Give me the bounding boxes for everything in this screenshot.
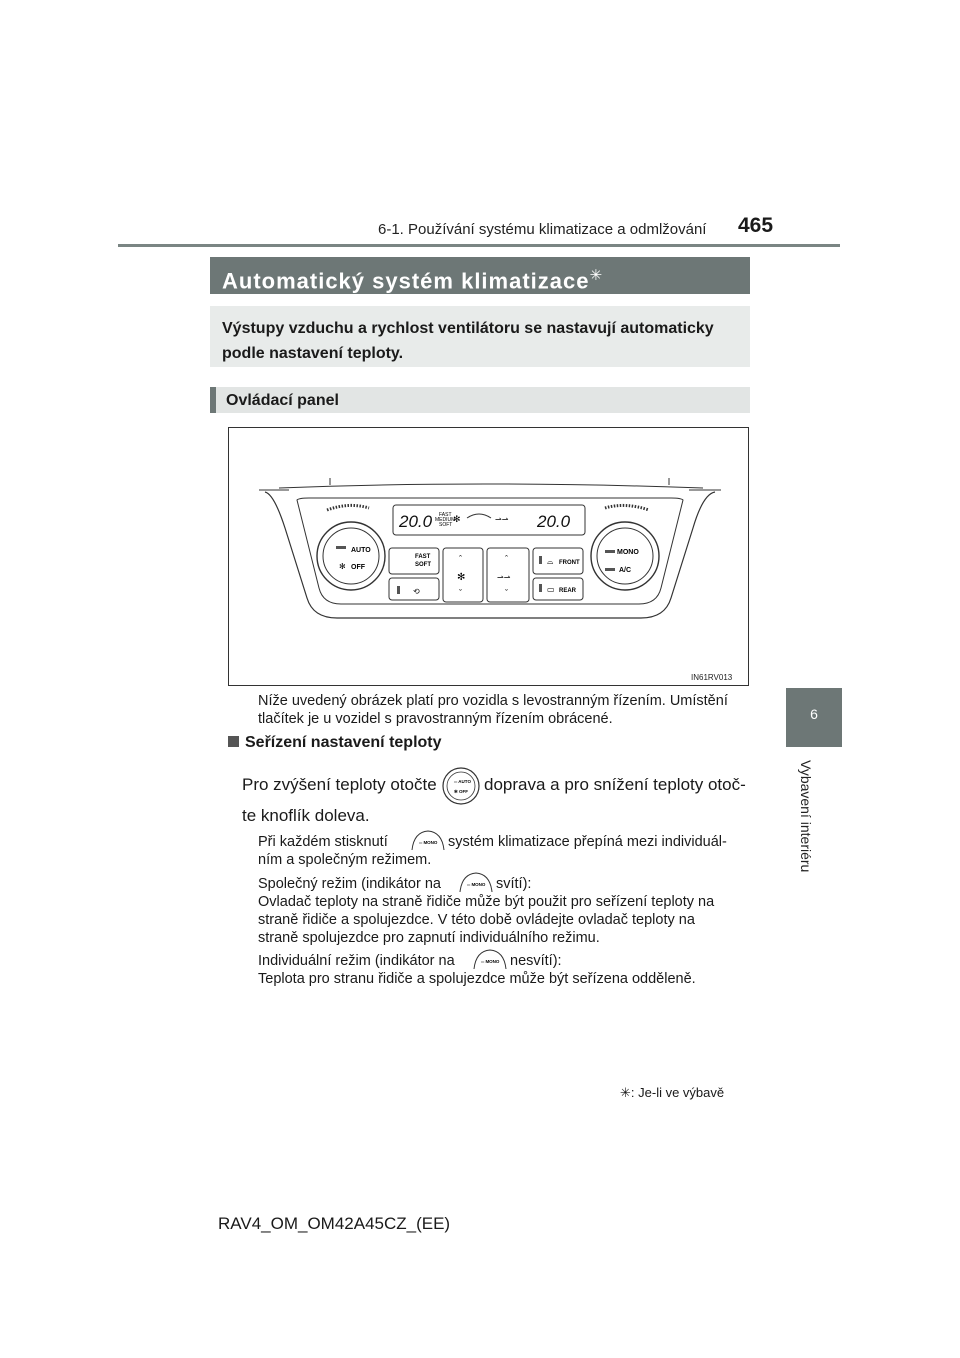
para1-a: Při každém stisknutí (258, 834, 388, 850)
display-soft: SOFT (439, 522, 453, 528)
btn-rear-label: REAR (559, 588, 577, 594)
fan-speed-icon: ✻ (457, 572, 466, 583)
figure-code: IN61RV013 (691, 673, 733, 682)
square-bullet-icon (228, 736, 239, 747)
display-right-temp: 20.0 (537, 512, 571, 531)
btn-front-label: FRONT (559, 560, 580, 566)
svg-text:═ MONO: ═ MONO (481, 959, 500, 964)
chapter-tab: 6 (786, 688, 842, 747)
display-fast: FAST (439, 512, 452, 518)
para1-line2: ním a společným režimem. (258, 852, 432, 868)
document-code: RAV4_OM_OM42A45CZ_(EE) (218, 1214, 451, 1233)
btn-fastsoft-label-2: SOFT (415, 562, 431, 568)
section-header: 6-1. Používání systému klimatizace a odmlžování (378, 221, 707, 238)
subheading-control-panel: Ovládací panel (210, 387, 750, 413)
body-text-2: te knoflík doleva. (242, 806, 370, 825)
display-airflow-icon: ⇀⇀ (495, 515, 509, 524)
chapter-label-text: Vybavení interiéru (798, 760, 814, 873)
knob-auto-label: AUTO (351, 547, 371, 554)
lead-line-2: podle nastavení teploty. (222, 345, 404, 362)
display-fan-icon: ✻ (453, 514, 461, 524)
svg-text:═ MONO: ═ MONO (467, 882, 486, 887)
mode-down-icon: ˇ (505, 588, 508, 598)
figure-note (258, 692, 744, 728)
svg-text:═ AUTO: ═ AUTO (454, 779, 471, 784)
para2-line4: straně spolujezdce pro zapnutí individuálního režimu. (258, 930, 600, 946)
knob-ac-label: A/C (619, 567, 632, 574)
fan-down-icon: ˇ (459, 588, 462, 598)
knob-mono-label: MONO (617, 549, 639, 556)
lead-line-1: Výstupy vzduchu a rychlost ventilátoru se nastavují automaticky (222, 320, 714, 337)
svg-text:═ MONO: ═ MONO (419, 840, 438, 845)
control-panel-illustration (229, 428, 750, 687)
page-title (210, 257, 750, 294)
para3-line2: Teplota pro stranu řidiče a spolujezdce může být seřízena odděleně. (258, 971, 696, 987)
para3-a: Individuální režim (indikátor na (258, 953, 455, 969)
note-line-1: Níže uvedený obrázek platí pro vozidla s levostranným řízením. Umístění (258, 693, 728, 709)
mono-indicator-icon (458, 870, 494, 894)
body-text-1a: Pro zvýšení teploty otočte (242, 775, 437, 794)
mono-button-icon (410, 828, 446, 852)
page-number: 465 (738, 214, 774, 237)
para2-a: Společný režim (indikátor na (258, 876, 441, 892)
svg-text:✻ OFF: ✻ OFF (454, 789, 469, 794)
auto-off-knob-icon (440, 766, 482, 806)
body-text-1b: doprava a pro snížení teploty otoč- (484, 775, 746, 794)
knob-fan-icon: ✻ (339, 562, 346, 571)
header-divider (118, 244, 840, 247)
para2-line3: straně řidiče a spolujezdce. V této době ovládejte ovladač teploty na (258, 912, 695, 928)
section-heading-text: Seřízení nastavení teploty (245, 734, 442, 751)
para2-line2: Ovladač teploty na straně řidiče může být použit pro seřízení teploty na (258, 894, 715, 910)
control-panel-figure (228, 427, 749, 686)
mode-airflow-icon: ⇀⇀ (497, 573, 511, 582)
fan-up-icon: ˆ (459, 554, 462, 564)
mode-up-icon: ˆ (505, 554, 508, 564)
asterisk-icon: ✳ (620, 1085, 631, 1100)
para3-b: nesvítí): (510, 953, 562, 969)
para2-b: svítí): (496, 876, 532, 892)
asterisk-icon: ✳ (589, 267, 604, 284)
lead-box (210, 306, 750, 367)
footnote (620, 1085, 724, 1101)
page-title-text: Automatický systém klimatizace (222, 268, 590, 294)
btn-fastsoft-label-1: FAST (415, 554, 431, 560)
display-left-temp: 20.0 (399, 512, 433, 531)
para1-b: systém klimatizace přepíná mezi individuál- (448, 834, 727, 850)
btn-recirc-icon: ⟲ (413, 587, 420, 596)
footnote-text: : Je-li ve výbavě (630, 1085, 725, 1100)
note-line-2: tlačítek je u vozidel s pravostranným řízením obrácené. (258, 711, 613, 727)
knob-off-label: OFF (351, 564, 365, 571)
section-heading (228, 734, 442, 752)
front-defrost-icon: ⌓ (547, 557, 554, 566)
rear-defrost-icon: ▭ (547, 585, 555, 594)
display-medium: MEDIUM (435, 517, 456, 523)
mono-indicator-off-icon (472, 947, 508, 971)
